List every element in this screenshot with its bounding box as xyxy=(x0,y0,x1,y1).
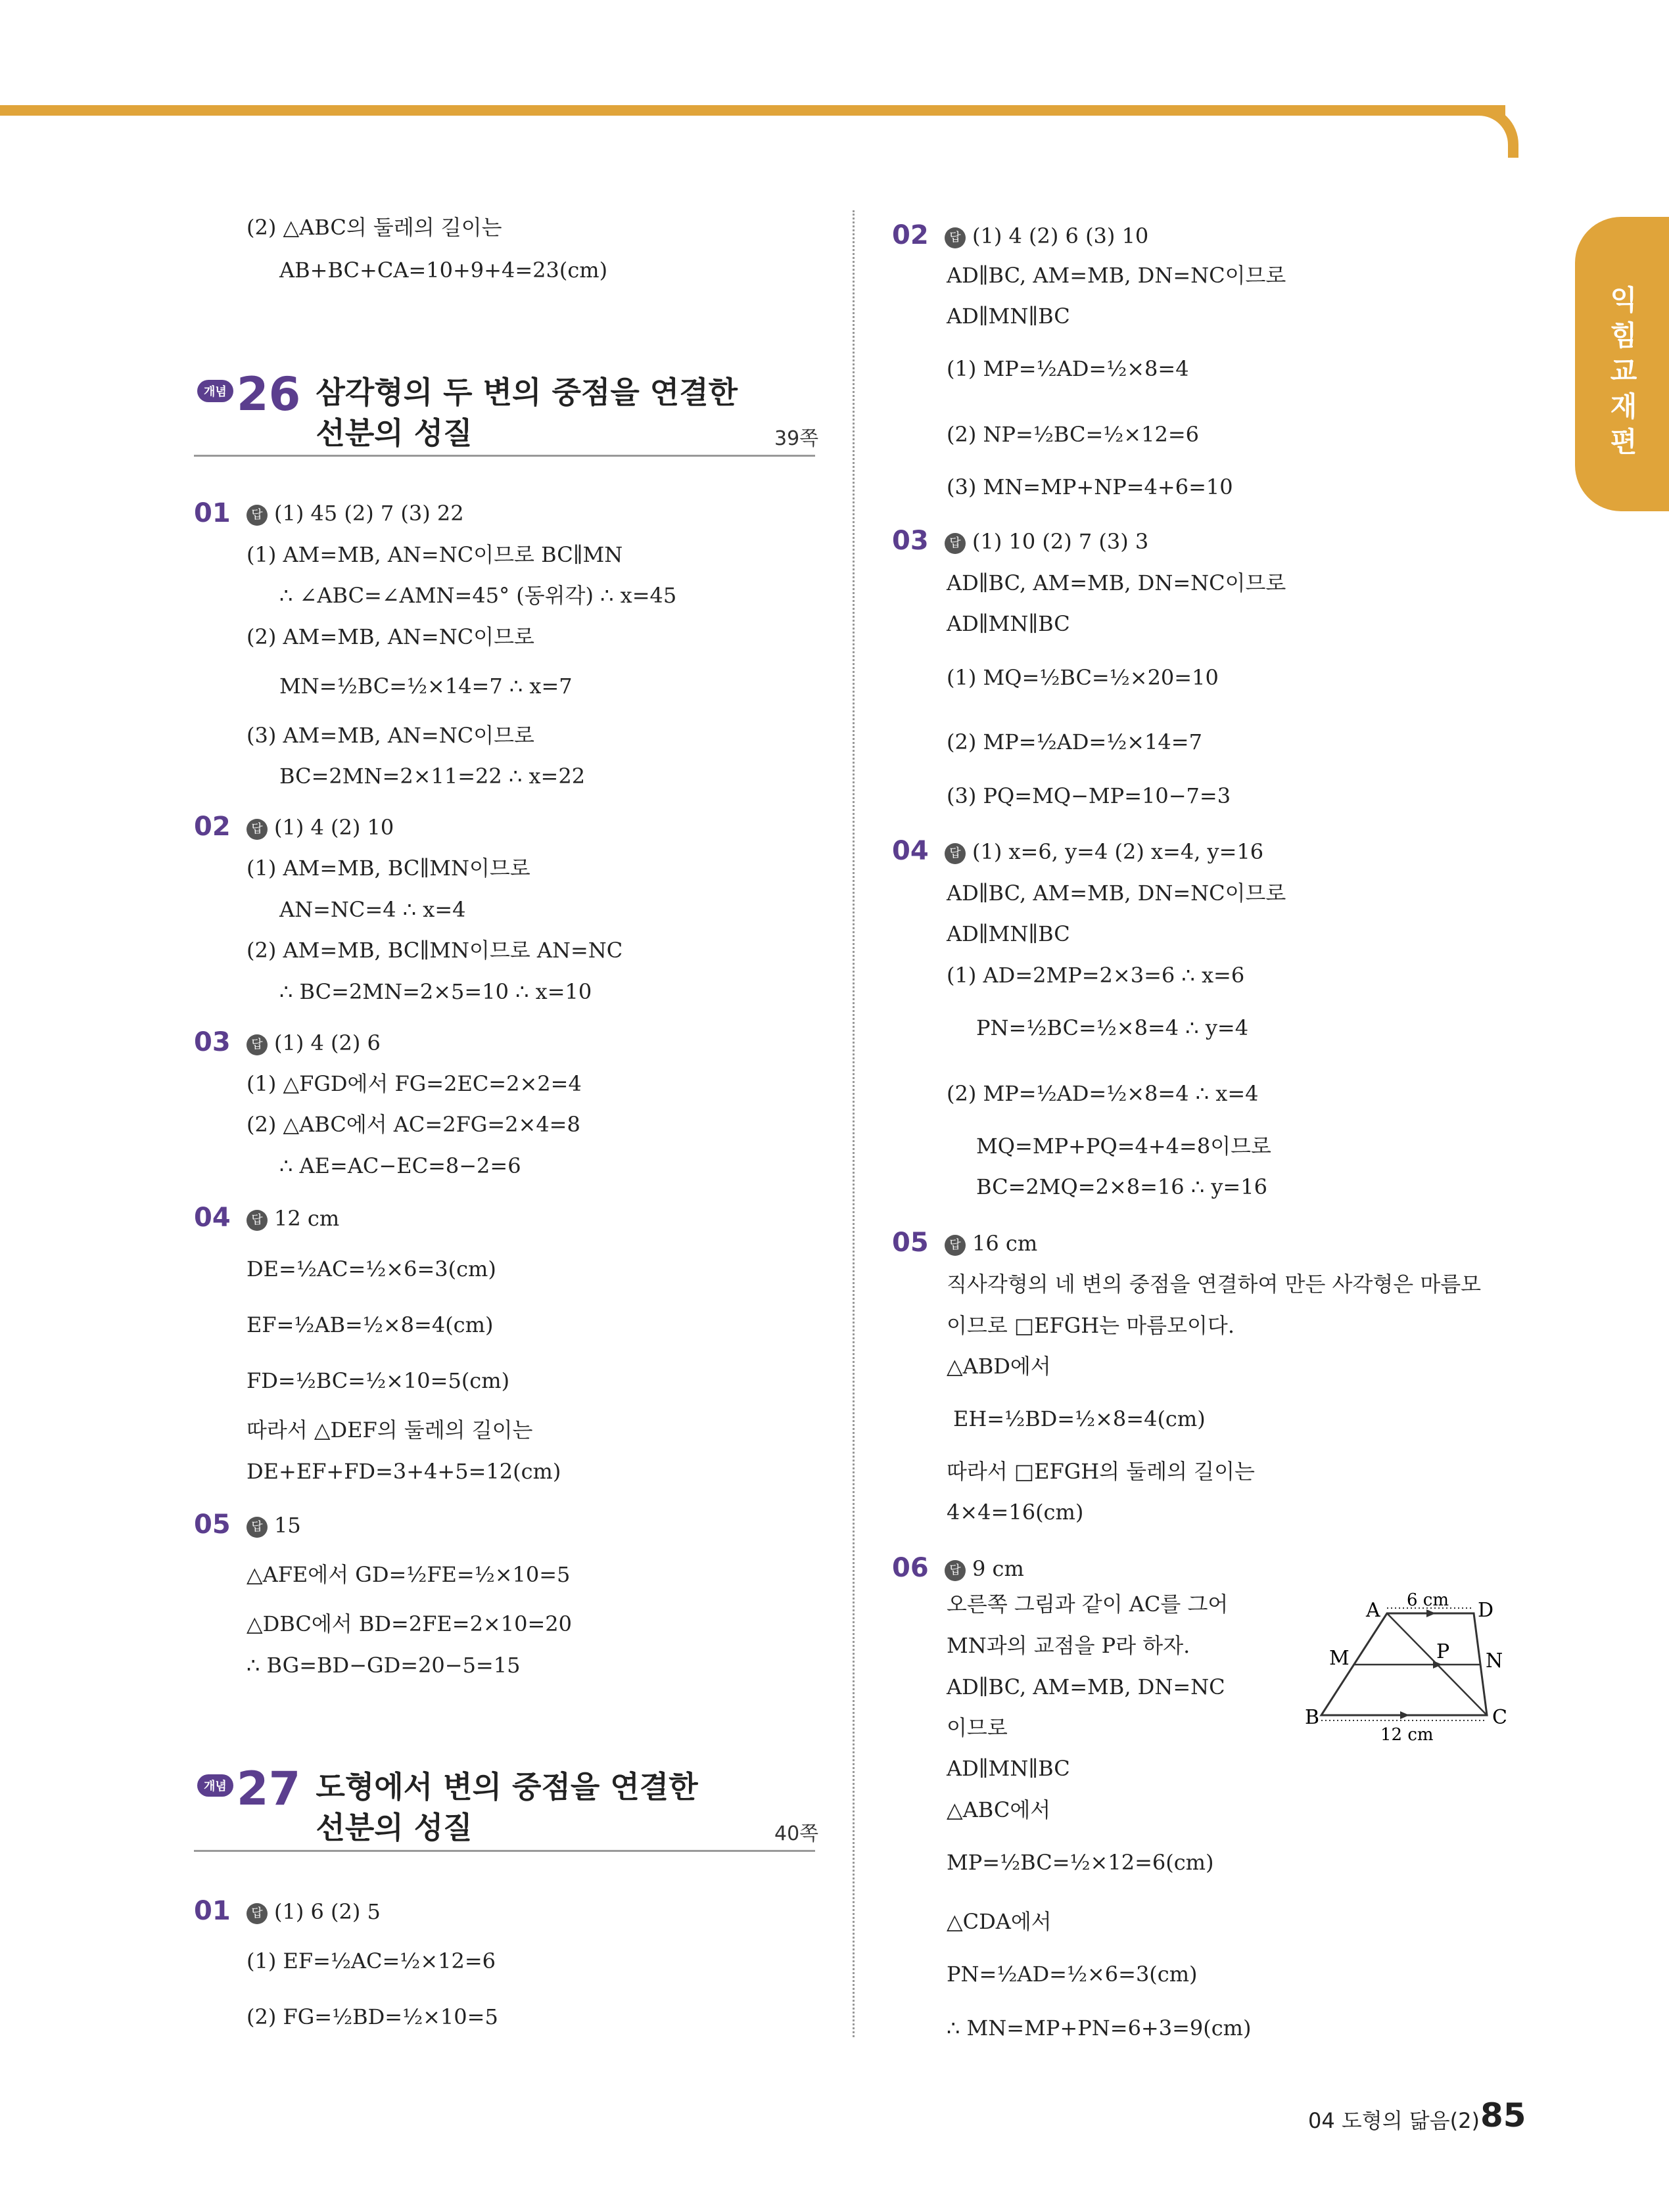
question-number: 03 xyxy=(194,1027,231,1057)
text-line: ∴ AE=AC−EC=8−2=6 xyxy=(279,1153,521,1178)
answer-line: 답 12 cm xyxy=(247,1205,339,1232)
top-rule xyxy=(0,105,1505,116)
question-number: 02 xyxy=(194,812,231,842)
text-line: (1) EF=½AC=½×12=6 xyxy=(247,1948,496,1973)
label-a: A xyxy=(1366,1599,1380,1622)
text-line: △ABD에서 xyxy=(947,1354,1051,1379)
text-line: MN과의 교점을 P라 하자. xyxy=(947,1633,1190,1658)
text-line: (3) MN=MP+NP=4+6=10 xyxy=(947,474,1233,499)
answer-badge: 답 xyxy=(247,819,268,840)
text-line: (3) PQ=MQ−MP=10−7=3 xyxy=(947,783,1231,808)
label-n: N xyxy=(1486,1649,1503,1672)
text-line: PN=½AD=½×6=3(cm) xyxy=(947,1962,1198,1987)
text-line: MN=½BC=½×14=7 ∴ x=7 xyxy=(279,674,573,699)
text-line: △CDA에서 xyxy=(947,1909,1052,1934)
text-line: (2) NP=½BC=½×12=6 xyxy=(947,422,1199,447)
concept-title: 삼각형의 두 변의 중점을 연결한 선분의 성질 xyxy=(316,375,738,451)
answer-line: 답 15 xyxy=(247,1511,301,1539)
text-line: AD∥MN∥BC xyxy=(947,1756,1070,1781)
answer-line: 답 16 cm xyxy=(945,1230,1037,1257)
text-line: (1) AM=MB, BC∥MN이므로 xyxy=(247,856,530,881)
text-line: 직사각형의 네 변의 중점을 연결하여 만든 사각형은 마름모 xyxy=(947,1272,1482,1297)
text-line: DE=½AC=½×6=3(cm) xyxy=(247,1256,496,1281)
text-line: (2) △ABC에서 AC=2FG=2×4=8 xyxy=(247,1112,580,1137)
text-line: 오른쪽 그림과 같이 AC를 그어 xyxy=(947,1592,1229,1617)
concept-number: 26 xyxy=(236,367,301,421)
text-line: BC=2MN=2×11=22 ∴ x=22 xyxy=(279,764,586,789)
answer-badge: 답 xyxy=(247,505,268,526)
text-line: AD∥MN∥BC xyxy=(947,921,1070,946)
text-line: (1) AD=2MP=2×3=6 ∴ x=6 xyxy=(947,963,1245,988)
text-line: (2) FG=½BD=½×10=5 xyxy=(247,2004,498,2029)
answer-badge: 답 xyxy=(247,1034,268,1055)
text-line: MQ=MP+PQ=4+4=8이므로 xyxy=(976,1134,1271,1159)
concept-badge: 개념 xyxy=(197,380,233,402)
answer-badge: 답 xyxy=(247,1517,268,1538)
side-tab-label: 익힘교재편 xyxy=(1610,284,1637,458)
text-line: ∴ MN=MP+PN=6+3=9(cm) xyxy=(947,2016,1252,2040)
arrow-bc xyxy=(1400,1711,1409,1719)
concept-badge: 개념 xyxy=(197,1774,233,1797)
answer-line: 답 (1) 45 (2) 7 (3) 22 xyxy=(247,499,464,527)
text-line: EH=½BD=½×8=4(cm) xyxy=(953,1406,1206,1431)
text-line: △AFE에서 GD=½FE=½×10=5 xyxy=(247,1562,571,1587)
text-line: (2) AM=MB, BC∥MN이므로 AN=NC xyxy=(247,938,623,963)
text-line: △ABC에서 xyxy=(947,1797,1051,1822)
text-line: ∴ BG=BD−GD=20−5=15 xyxy=(247,1653,521,1678)
text-line: AD∥BC, AM=MB, DN=NC xyxy=(947,1674,1225,1699)
answer-badge: 답 xyxy=(945,1235,966,1256)
question-number: 06 xyxy=(892,1553,929,1583)
label-c: C xyxy=(1492,1706,1507,1729)
text-line: 이므로 □EFGH는 마름모이다. xyxy=(947,1313,1234,1338)
text-line: BC=2MQ=2×8=16 ∴ y=16 xyxy=(976,1174,1267,1199)
answer-badge: 답 xyxy=(945,1560,966,1581)
answer-badge: 답 xyxy=(945,533,966,554)
answer-badge: 답 xyxy=(247,1210,268,1231)
label-b: B xyxy=(1305,1706,1320,1729)
answer-line: 답 9 cm xyxy=(945,1555,1024,1582)
text-line: 4×4=16(cm) xyxy=(947,1500,1084,1525)
concept-heading xyxy=(197,368,738,453)
text-line: DE+EF+FD=3+4+5=12(cm) xyxy=(247,1459,561,1484)
text-line: ∴ BC=2MN=2×5=10 ∴ x=10 xyxy=(279,979,592,1004)
text-line: (1) AM=MB, AN=NC이므로 BC∥MN xyxy=(247,542,623,567)
question-number: 04 xyxy=(892,836,929,866)
label-top-length: 6 cm xyxy=(1407,1590,1449,1610)
text-line: MP=½BC=½×12=6(cm) xyxy=(947,1850,1214,1875)
page-number: 85 xyxy=(1480,2096,1526,2134)
text-line: (2) △ABC의 둘레의 길이는 xyxy=(247,215,502,240)
label-bottom-length: 12 cm xyxy=(1380,1725,1434,1745)
question-number: 04 xyxy=(194,1203,231,1233)
question-number: 03 xyxy=(892,526,929,556)
answer-badge: 답 xyxy=(945,227,966,248)
text-line: PN=½BC=½×8=4 ∴ y=4 xyxy=(976,1015,1249,1040)
footer-chapter: 04 도형의 닮음(2) xyxy=(1308,2108,1480,2133)
label-p: P xyxy=(1436,1640,1450,1663)
question-number: 05 xyxy=(194,1509,231,1540)
column-divider xyxy=(853,210,855,2037)
answer-badge: 답 xyxy=(247,1903,268,1924)
question-number: 01 xyxy=(194,1896,231,1926)
concept-heading xyxy=(197,1763,698,1848)
text-line: AD∥BC, AM=MB, DN=NC이므로 xyxy=(947,881,1286,906)
answer-line: 답 (1) 6 (2) 5 xyxy=(247,1898,381,1925)
text-line: AN=NC=4 ∴ x=4 xyxy=(279,897,466,922)
text-line: 이므로 xyxy=(947,1715,1008,1740)
text-line: (1) MP=½AD=½×8=4 xyxy=(947,356,1189,381)
text-line: AD∥MN∥BC xyxy=(947,611,1070,636)
trapezoid-figure xyxy=(1302,1580,1525,1751)
question-number: 05 xyxy=(892,1228,929,1258)
text-line: AD∥MN∥BC xyxy=(947,304,1070,329)
concept-page-ref: 40쪽 xyxy=(774,1822,819,1845)
label-m: M xyxy=(1329,1647,1350,1670)
text-line: AB+BC+CA=10+9+4=23(cm) xyxy=(279,258,608,283)
text-line: (3) AM=MB, AN=NC이므로 xyxy=(247,723,534,748)
text-line: (2) MP=½AD=½×14=7 xyxy=(947,729,1202,754)
concept-rule xyxy=(194,1850,815,1852)
text-line: FD=½BC=½×10=5(cm) xyxy=(247,1368,510,1393)
text-line: AD∥BC, AM=MB, DN=NC이므로 xyxy=(947,570,1286,595)
text-line: EF=½AB=½×8=4(cm) xyxy=(247,1312,494,1337)
text-line: (2) AM=MB, AN=NC이므로 xyxy=(247,624,534,649)
question-number: 02 xyxy=(892,220,929,250)
answer-line: 답 (1) x=6, y=4 (2) x=4, y=16 xyxy=(945,838,1263,865)
question-number: 01 xyxy=(194,498,231,528)
text-line: △DBC에서 BD=2FE=2×10=20 xyxy=(247,1611,572,1636)
text-line: (2) MP=½AD=½×8=4 ∴ x=4 xyxy=(947,1081,1259,1106)
concept-rule xyxy=(194,455,815,457)
text-line: 따라서 □EFGH의 둘레의 길이는 xyxy=(947,1459,1255,1484)
answer-line: 답 (1) 4 (2) 10 xyxy=(247,814,394,841)
text-line: 따라서 △DEF의 둘레의 길이는 xyxy=(247,1417,533,1442)
text-line: (1) MQ=½BC=½×20=10 xyxy=(947,665,1219,690)
text-line: (1) △FGD에서 FG=2EC=2×2=4 xyxy=(247,1071,582,1096)
concept-title: 도형에서 변의 중점을 연결한 선분의 성질 xyxy=(316,1769,698,1845)
text-line: ∴ ∠ABC=∠AMN=45° (동위각) ∴ x=45 xyxy=(279,583,677,608)
answer-line: 답 (1) 4 (2) 6 xyxy=(247,1029,381,1057)
concept-number: 27 xyxy=(236,1762,301,1816)
concept-page-ref: 39쪽 xyxy=(774,427,819,450)
top-rule-curve xyxy=(1446,105,1518,158)
answer-badge: 답 xyxy=(945,843,966,864)
text-line: AD∥BC, AM=MB, DN=NC이므로 xyxy=(947,263,1286,288)
answer-line: 답 (1) 10 (2) 7 (3) 3 xyxy=(945,528,1148,555)
answer-line: 답 (1) 4 (2) 6 (3) 10 xyxy=(945,222,1148,250)
arrow-ad xyxy=(1426,1609,1436,1617)
label-d: D xyxy=(1478,1599,1494,1622)
